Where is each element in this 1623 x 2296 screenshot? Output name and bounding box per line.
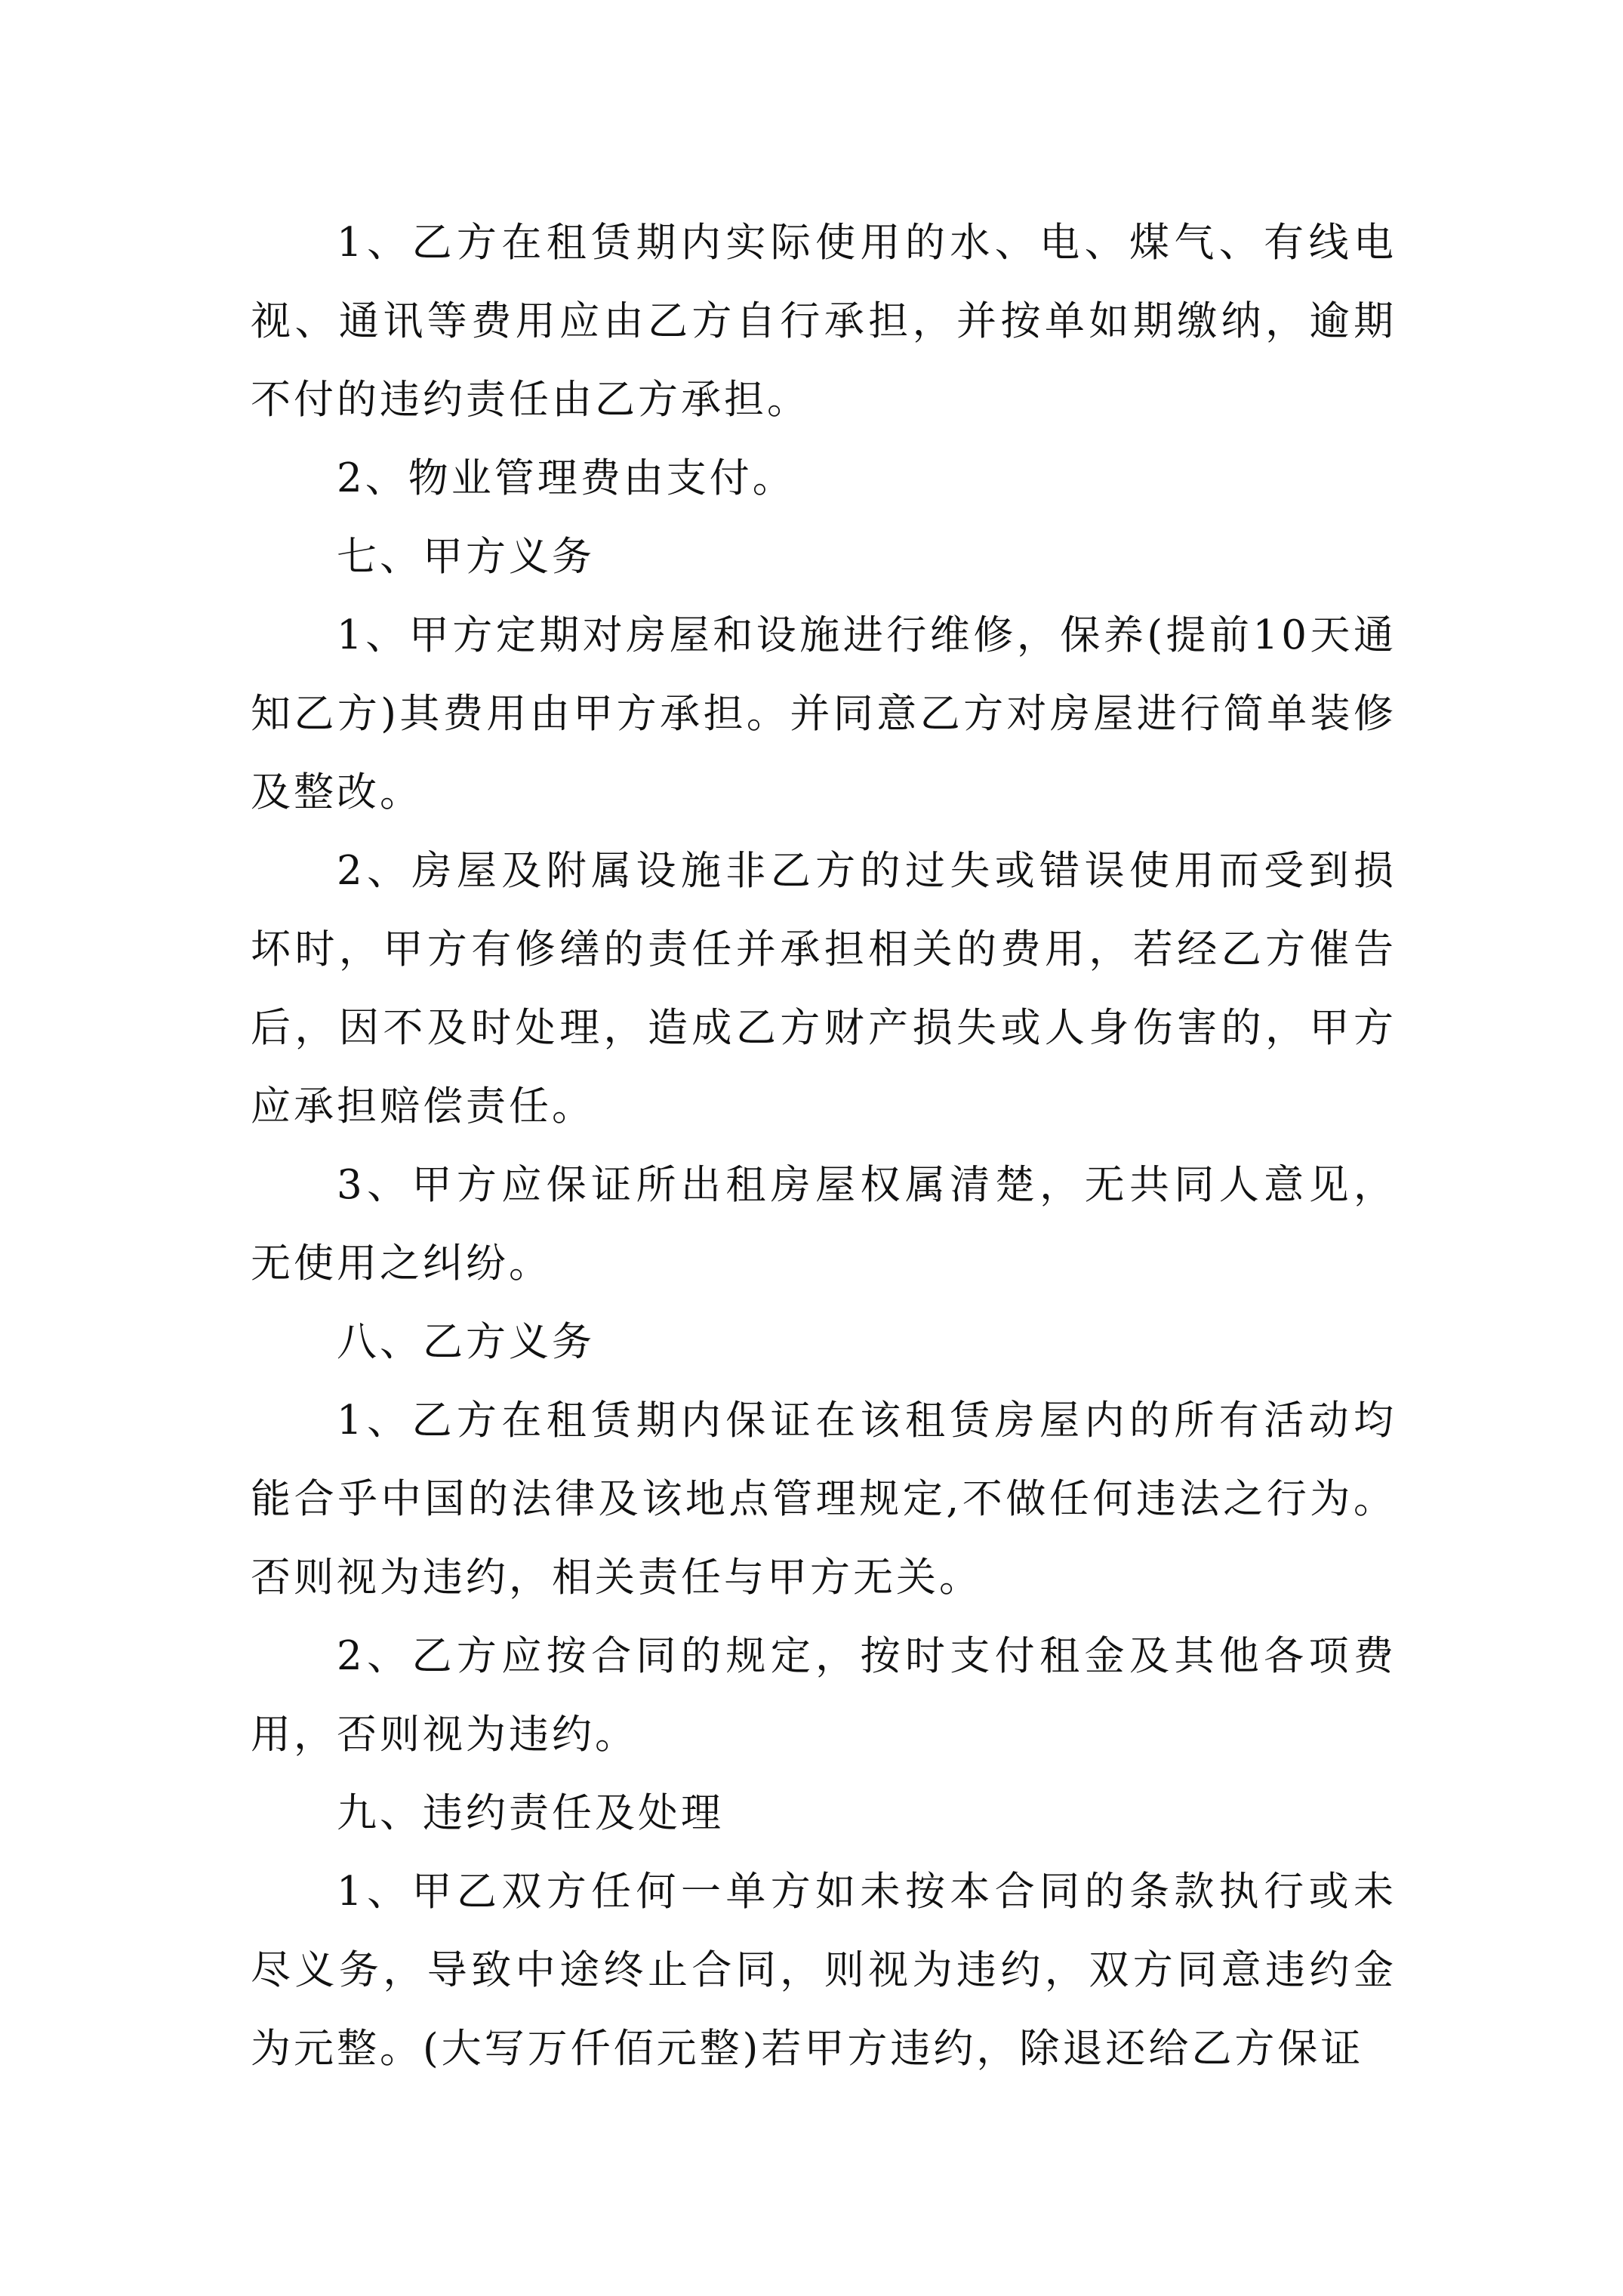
paragraph-party-b-legal-compliance: 1、乙方在租赁期内保证在该租赁房屋内的所有活动均能合乎中国的法律及该地点管理规定,不做任何违法之行为。否则视为违约，相关责任与甲方无关。 (251, 1398, 1397, 1601)
document-body (251, 204, 1397, 2088)
paragraph-party-a-maintenance: 1、甲方定期对房屋和设施进行维修，保养(提前10天通知乙方)其费用由甲方承担。并同意乙方对房屋进行简单装修及整改。 (251, 612, 1397, 815)
paragraph-property-fee-clause: 2、物业管理费由支付。 (337, 455, 796, 501)
section-heading-party-a-obligations: 七、甲方义务 (337, 534, 595, 580)
section-heading-breach-liability: 九、违约责任及处理 (337, 1790, 724, 1836)
paragraph-party-b-rent-payment: 2、乙方应按合同的规定，按时支付租金及其他各项费用，否则视为违约。 (251, 1633, 1397, 1758)
paragraph-breach-penalty: 1、甲乙双方任何一单方如未按本合同的条款执行或未尽义务，导致中途终止合同，则视为违约，双方同意违约金为元整。(大写万仟佰元整)若甲方违约，除退还给乙方保证 (251, 1869, 1397, 2072)
paragraph-utilities-clause: 1、乙方在租赁期内实际使用的水、电、煤气、有线电视、通讯等费用应由乙方自行承担，并按单如期缴纳，逾期不付的违约责任由乙方承担。 (251, 220, 1397, 423)
paragraph-party-a-repair-liability: 2、房屋及附属设施非乙方的过失或错误使用而受到损坏时，甲方有修缮的责任并承担相关的费用，若经乙方催告后，因不及时处理，造成乙方财产损失或人身伤害的，甲方应承担赔偿责任。 (251, 848, 1397, 1130)
paragraph-party-a-ownership-guarantee: 3、甲方应保证所出租房屋权属清楚，无共同人意见，无使用之纠纷。 (251, 1162, 1397, 1287)
section-heading-party-b-obligations: 八、乙方义务 (337, 1319, 595, 1365)
